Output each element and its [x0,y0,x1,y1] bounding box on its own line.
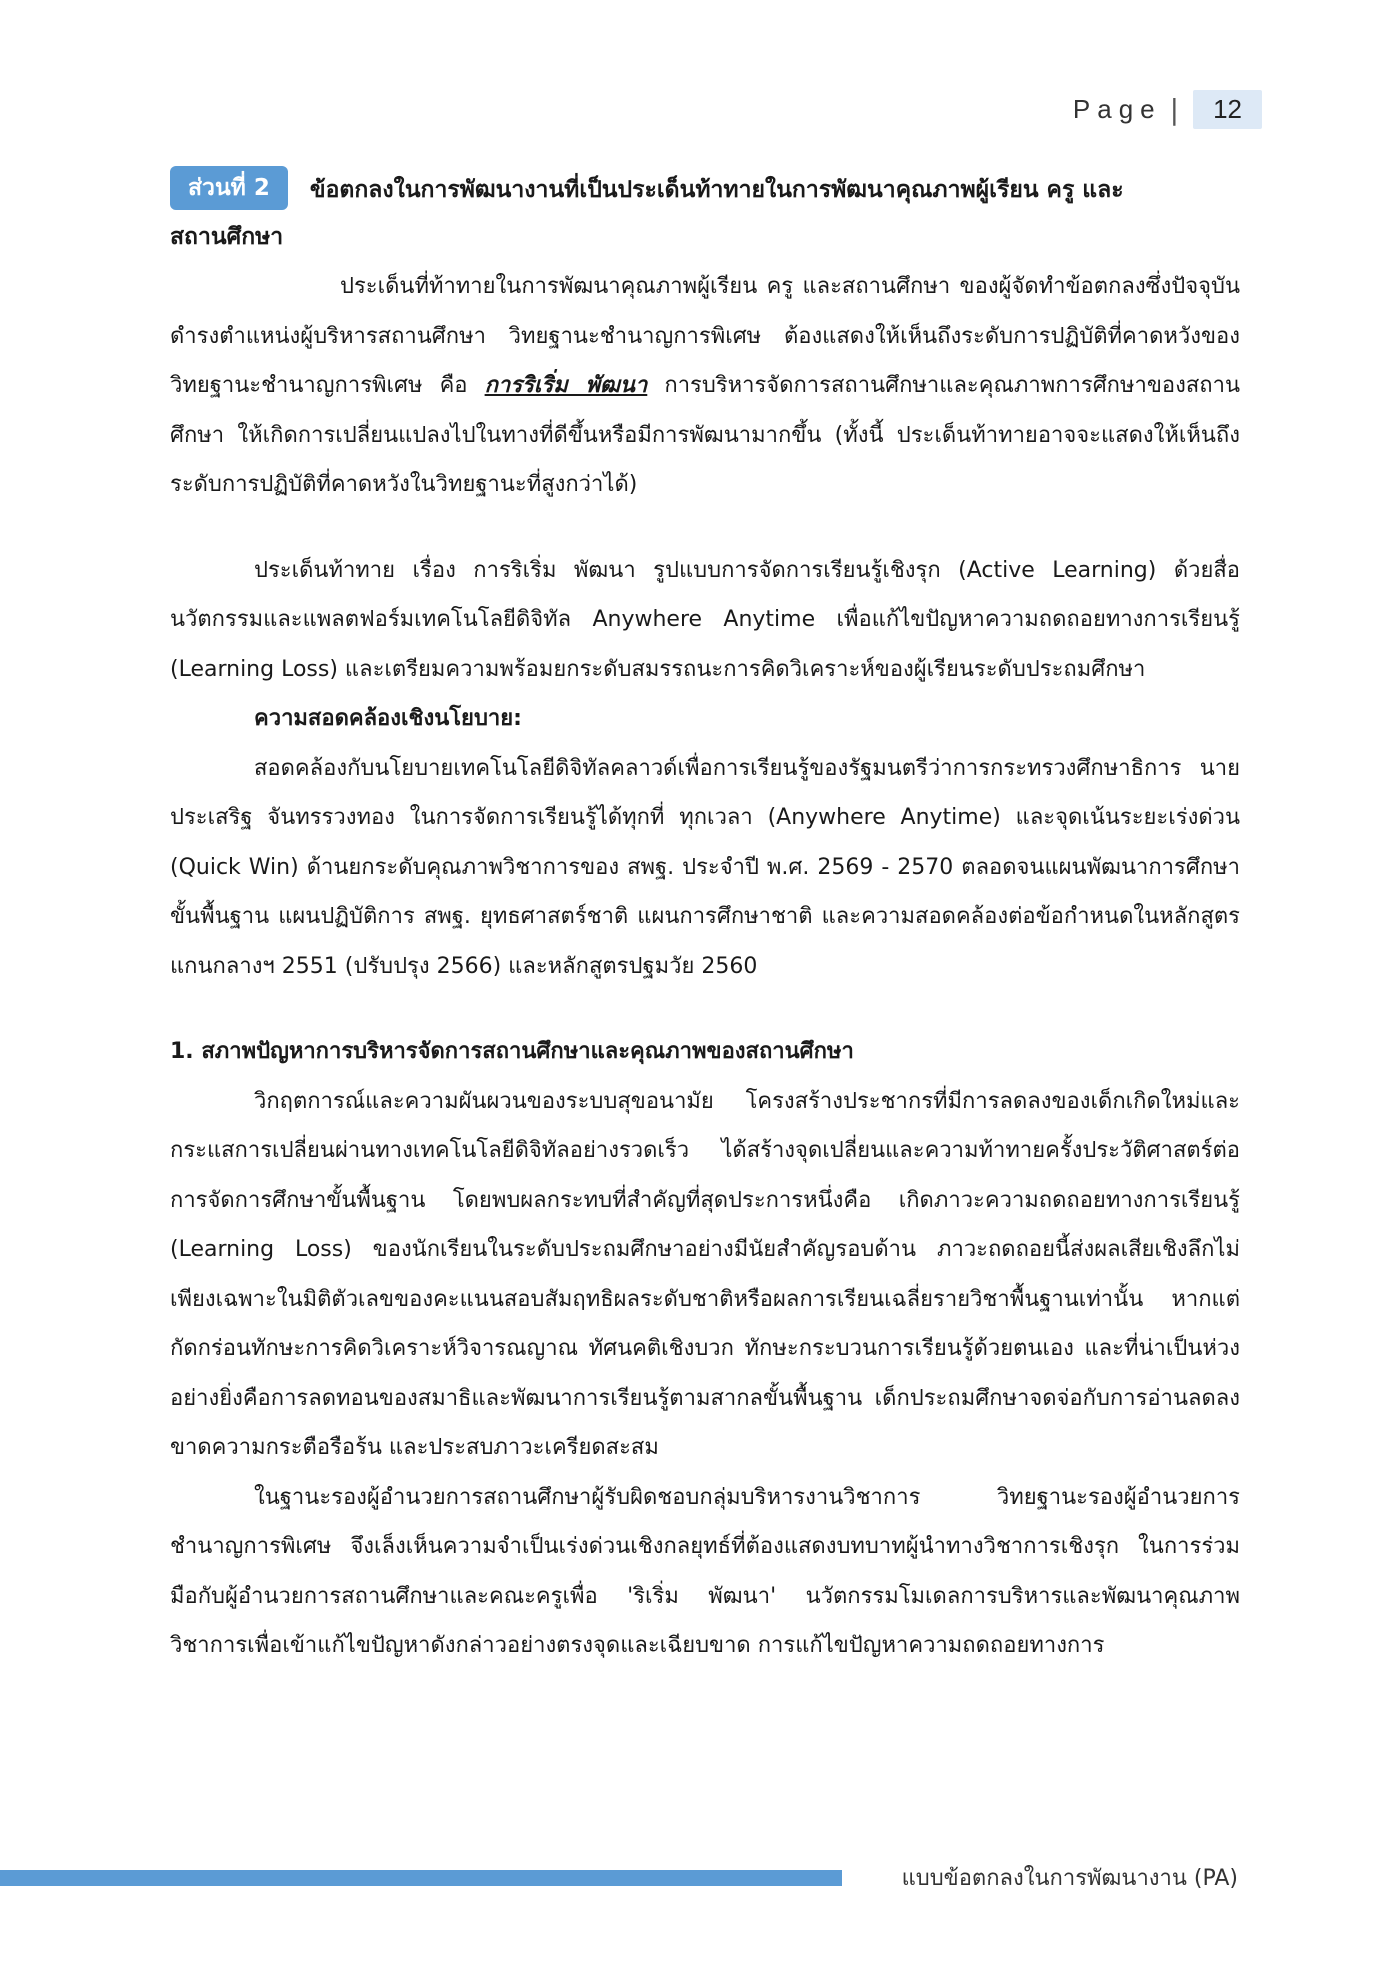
section-badge: ส่วนที่ 2 [170,166,288,210]
footer-bar [0,1870,842,1886]
intro-text-end: การบริหารจัดการสถานศึกษาและคุณภาพการศึกษาของสถานศึกษา ให้เกิดการเปลี่ยนแปลงไปในทางที่ดีขึ้นหรือมีการพัฒนามากขึ้น (ทั้งนี้ ประเด็นท้าทายอาจจะแสดงให้เห็นถึงระดับการปฏิบัติที่คาดหวังในวิทยฐานะที่สูงกว่าได้) [170,373,1240,497]
section-heading [170,166,1240,215]
spacer [170,510,1240,546]
section-title-continued: สถานศึกษา [170,224,284,250]
intro-paragraph [170,262,1240,510]
problem-paragraph-2: ในฐานะรองผู้อำนวยการสถานศึกษาผู้รับผิดชอบกลุ่มบริหารงานวิชาการ วิทยฐานะรองผู้อำนวยการชำนาญการพิเศษ จึงเล็งเห็นความจำเป็นเร่งด่วนเชิงกลยุทธ์ที่ต้องแสดงบทบาทผู้นำทางวิชาการเชิงรุก ในการร่วมมือกับผู้อำนวยการสถานศึกษาและคณะครูเพื่อ 'ริเริ่ม พัฒนา' นวัตกรรมโมเดลการบริหารและพัฒนาคุณภาพวิชาการเพื่อเข้าแก้ไขปัญหาดังกล่าวอย่างตรงจุดและเฉียบขาด การแก้ไขปัญหาความถดถอยทางการ [170,1484,1240,1658]
policy-paragraph: สอดคล้องกับนโยบายเทคโนโลยีดิจิทัลคลาวด์เพื่อการเรียนรู้ของรัฐมนตรีว่าการกระทรวงศึกษาธิการ นายประเสริฐ จันทรรวงทอง ในการจัดการเรียนรู้ได้ทุกที่ ทุกเวลา (Anywhere Anytime) และจุดเน้นระยะเร่งด่วน (Quick Win) ด้านยกระดับคุณภาพวิชาการของ สพฐ. ประจำปี พ.ศ. 2569 - 2570 ตลอดจนแผนพัฒนาการศึกษาขั้นพื้นฐาน แผนปฏิบัติการ สพฐ. ยุทธศาสตร์ชาติ แผนการศึกษาชาติ และความสอดคล้องต่อข้อกำหนดในหลักสูตรแกนกลางฯ 2551 (ปรับปรุง 2566) และหลักสูตรปฐมวัย 2560 [170,755,1240,979]
spacer [170,991,1240,1027]
challenge-paragraph: ประเด็นท้าทาย เรื่อง การริเริ่ม พัฒนา รูปแบบการจัดการเรียนรู้เชิงรุก (Active Learning) ด้วยสื่อนวัตกรรมและแพลตฟอร์มเทคโนโลยีดิจิทัล Anywhere Anytime เพื่อแก้ไขปัญหาความถดถอยทางการเรียนรู้ (Learning Loss) และเตรียมความพร้อมยกระดับสมรรถนะการคิดวิเคราะห์ของผู้เรียนระดับประถมศึกษา [170,557,1240,682]
intro-highlight: การริเริ่ม พัฒนา [484,373,648,398]
intro-text-start: ประเด็นที่ท้าทายในการพัฒนาคุณภาพผู้เรียน ครู และสถานศึกษา ของผู้จัดทำข้อตกลงซึ่งปัจจุบันดำรงตำแหน่งผู้บริหารสถานศึกษา วิทยฐานะชำนาญการพิเศษ ต้องแสดงให้เห็นถึงระดับการปฏิบัติที่คาดหวังของวิทยฐานะชำนาญการพิเศษ คือ [170,274,1240,398]
footer-title: แบบข้อตกลงในการพัฒนางาน (PA) [901,1866,1238,1891]
problem-heading: 1. สภาพปัญหาการบริหารจัดการสถานศึกษาและคุณภาพของสถานศึกษา [170,1039,854,1064]
section-title: ข้อตกลงในการพัฒนางานที่เป็นประเด็นท้าทายในการพัฒนาคุณภาพผู้เรียน ครู และ [309,177,1124,203]
page-header [1073,88,1262,130]
document-body [170,166,1240,1671]
page-number: 12 [1193,90,1262,129]
problem-paragraph-1: วิกฤตการณ์และความผันผวนของระบบสุขอนามัย โครงสร้างประชากรที่มีการลดลงของเด็กเกิดใหม่และกระแสการเปลี่ยนผ่านทางเทคโนโลยีดิจิทัลอย่างรวดเร็ว ได้สร้างจุดเปลี่ยนและความท้าทายครั้งประวัติศาสตร์ต่อการจัดการศึกษาขั้นพื้นฐาน โดยพบผลกระทบที่สำคัญที่สุดประการหนึ่งคือ เกิดภาวะความถดถอยทางการเรียนรู้ (Learning Loss) ของนักเรียนในระดับประถมศึกษาอย่างมีนัยสำคัญรอบด้าน ภาวะถดถอยนี้ส่งผลเสียเชิงลึกไม่เพียงเฉพาะในมิติตัวเลขของคะแนนสอบสัมฤทธิผลระดับชาติหรือผลการเรียนเฉลี่ยรายวิชาพื้นฐานเท่านั้น หากแต่กัดกร่อนทักษะการคิดวิเคราะห์วิจารณญาณ ทัศนคติเชิงบวก ทักษะกระบวนการเรียนรู้ด้วยตนเอง และที่น่าเป็นห่วงอย่างยิ่งคือการลดทอนของสมาธิและพัฒนาการเรียนรู้ตามสากลขั้นพื้นฐาน เด็กประถมศึกษาจดจ่อกับการอ่านลดลง ขาดความกระตือรือร้น และประสบภาวะเครียดสะสม [170,1088,1240,1460]
policy-heading: ความสอดคล้องเชิงนโยบาย: [254,706,522,731]
page-separator: | [1169,92,1180,126]
page-label: Page [1072,93,1162,124]
